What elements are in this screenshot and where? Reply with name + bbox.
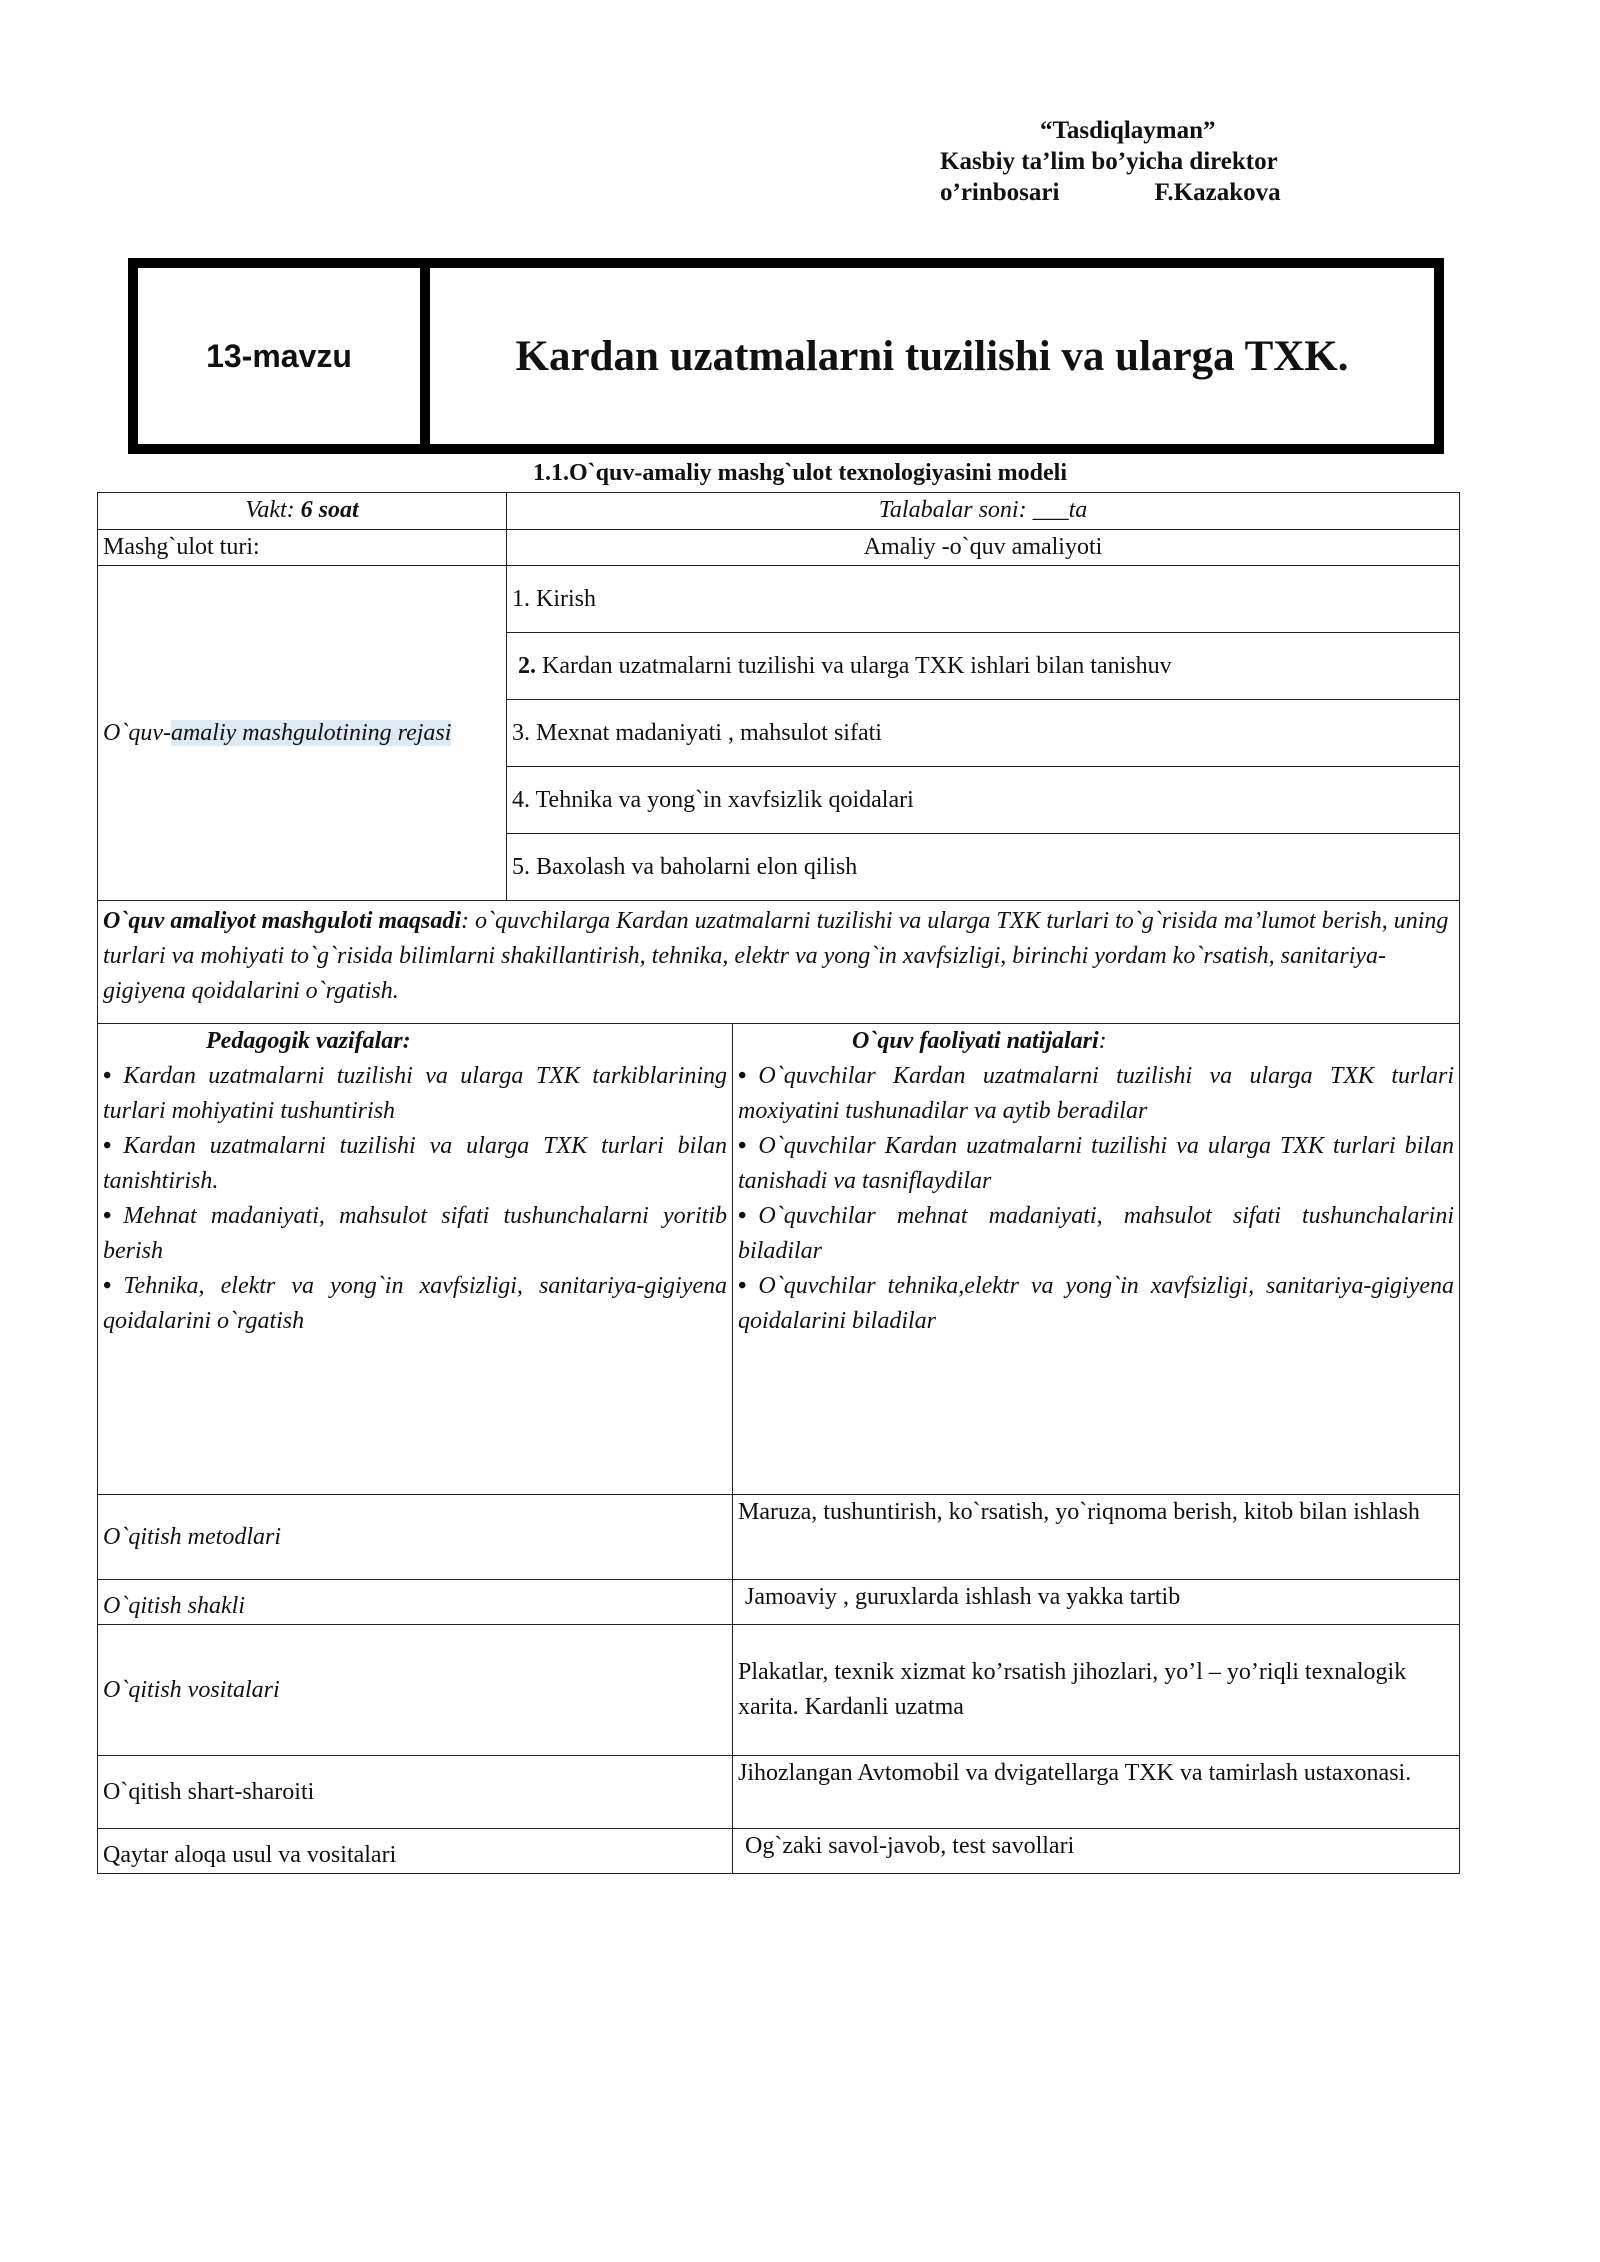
- plan-list: [507, 566, 1459, 900]
- plan-item: 4. Tehnika va yong`in xavfsizlik qoidalari: [507, 767, 1459, 834]
- table-row: [98, 1625, 1460, 1756]
- approval-role: o’rinbosari: [940, 179, 1060, 206]
- lesson-type-label: Mashg`ulot turi:: [98, 530, 507, 566]
- list-item: • Tehnika, elektr va yong`in xavfsizligi, sanitariya-gigiyena qoidalarini o`rgatish: [103, 1269, 727, 1339]
- table-row: [98, 530, 1460, 566]
- table-row: [98, 901, 1460, 1024]
- list-item: • O`quvchilar Kardan uzatmalarni tuzilishi va ularga TXK turlari bilan tanishadi va tasniflaydilar: [738, 1129, 1454, 1199]
- tools-label: O`qitish vositalari: [98, 1625, 733, 1756]
- time-cell: [98, 493, 507, 530]
- topic-header-box: [128, 258, 1444, 454]
- plan-label-highlighted: amaliy mashgulotining rejasi: [170, 719, 452, 746]
- approval-name: F.Kazakova: [1154, 179, 1281, 206]
- list-item: • Kardan uzatmalarni tuzilishi va ularga TXK turlari bilan tanishtirish.: [103, 1129, 727, 1199]
- conditions-label: O`qitish shart-sharoiti: [98, 1756, 733, 1829]
- goal-label: O`quv amaliyot mashguloti maqsadi: [103, 908, 462, 934]
- list-item: • O`quvchilar Kardan uzatmalarni tuzilishi va ularga TXK turlari moxiyatini tushunadilar va aytib beradilar: [738, 1059, 1454, 1129]
- approval-signatory: [940, 177, 1281, 208]
- topic-title: Kardan uzatmalarni tuzilishi va ularga TXK.: [515, 332, 1349, 380]
- students-label: Talabalar soni:: [878, 497, 1033, 523]
- table-row: [98, 566, 1460, 901]
- form-value: Jamoaviy , guruxlarda ishlash va yakka tartib: [733, 1580, 1460, 1625]
- plan-item: 5. Baxolash va baholarni elon qilish: [512, 853, 858, 880]
- plan-item-number: 2.: [518, 652, 536, 679]
- students-blank: ___: [1032, 497, 1069, 523]
- plan-item: 1. Kirish: [507, 566, 1459, 633]
- pedagogic-tasks-header: Pedagogik vazifalar:: [206, 1028, 411, 1054]
- lesson-type-value: Amaliy -o`quv amaliyoti: [507, 530, 1460, 566]
- form-label: O`qitish shakli: [98, 1580, 733, 1625]
- learning-results-list: [738, 1059, 1454, 1339]
- time-value: 6 soat: [300, 497, 359, 523]
- plan-item: 3. Mexnat madaniyati , mahsulot sifati: [507, 700, 1459, 767]
- plan-item: [507, 633, 1459, 700]
- students-cell: [507, 493, 1460, 530]
- table-row: [98, 493, 1460, 530]
- conditions-value: Jihozlangan Avtomobil va dvigatellarga TXK va tamirlash ustaxonasi.: [733, 1756, 1460, 1829]
- plan-items-cell: [507, 566, 1460, 901]
- methods-value: Maruza, tushuntirish, ko`rsatish, yo`riqnoma berish, kitob bilan ishlash: [733, 1495, 1460, 1580]
- list-item: • O`quvchilar mehnat madaniyati, mahsulot sifati tushunchalarini biladilar: [738, 1199, 1454, 1269]
- goal-text: : o`quvchilarga Kardan uzatmalarni tuzilishi va ularga TXK turlari to`g`risida ma’lumot berish, uning turlari va mohiyati to`g`risida bilimlarni shakillantirish, tehnika, elektr va yong`in xavfsizligi, birinchi yordam ko`rsatish, sanitariya-gigiyena qoidalarini o`rgatish.: [103, 908, 1449, 1004]
- time-label: Vakt:: [245, 497, 301, 523]
- list-item: • O`quvchilar tehnika,elektr va yong`in xavfsizligi, sanitariya-gigiyena qoidalarini biladilar: [738, 1269, 1454, 1339]
- plan-label-cell: [98, 566, 507, 901]
- students-suffix: ta: [1068, 497, 1088, 523]
- tools-value: Plakatlar, texnik xizmat ko’rsatish jihozlari, yo’l – yo’riqli texnalogik xarita. Kardanli uzatma: [733, 1625, 1460, 1756]
- approval-heading: “Tasdiqlayman”: [1040, 117, 1216, 144]
- lesson-model-table: [97, 492, 1460, 1874]
- pedagogic-tasks-cell: [98, 1024, 733, 1495]
- approval-block: [940, 115, 1281, 208]
- approval-position: Kasbiy ta’lim bo’yicha direktor: [940, 148, 1278, 175]
- table-row: [98, 1829, 1460, 1874]
- results-header-text: O`quv faoliyati natijalari: [852, 1028, 1099, 1054]
- list-item: • Mehnat madaniyati, mahsulot sifati tushunchalarni yoritib berish: [103, 1199, 727, 1269]
- table-row: [98, 1756, 1460, 1829]
- pedagogic-tasks-list: [103, 1059, 727, 1339]
- plan-label-part: O`quv-: [103, 719, 171, 746]
- learning-results-header: [738, 1024, 1454, 1059]
- learning-results-cell: [733, 1024, 1460, 1495]
- feedback-label: Qaytar aloqa usul va vositalari: [98, 1829, 733, 1874]
- table-row: [98, 1580, 1460, 1625]
- results-header-colon: :: [1098, 1028, 1107, 1054]
- topic-number: 13-mavzu: [138, 268, 430, 444]
- table-row: [98, 1024, 1460, 1495]
- plan-item-text: Kardan uzatmalarni tuzilishi va ularga TXK ishlari bilan tanishuv: [536, 652, 1172, 679]
- list-item: • Kardan uzatmalarni tuzilishi va ularga TXK tarkiblarining turlari mohiyatini tushuntirish: [103, 1059, 727, 1129]
- table-row: [98, 1495, 1460, 1580]
- model-caption: 1.1.O`quv-amaliy mashg`ulot texnologiyasini modeli: [532, 460, 1068, 486]
- lesson-goal-cell: [98, 901, 1460, 1024]
- feedback-value: Og`zaki savol-javob, test savollari: [733, 1829, 1460, 1874]
- methods-label: O`qitish metodlari: [98, 1495, 733, 1580]
